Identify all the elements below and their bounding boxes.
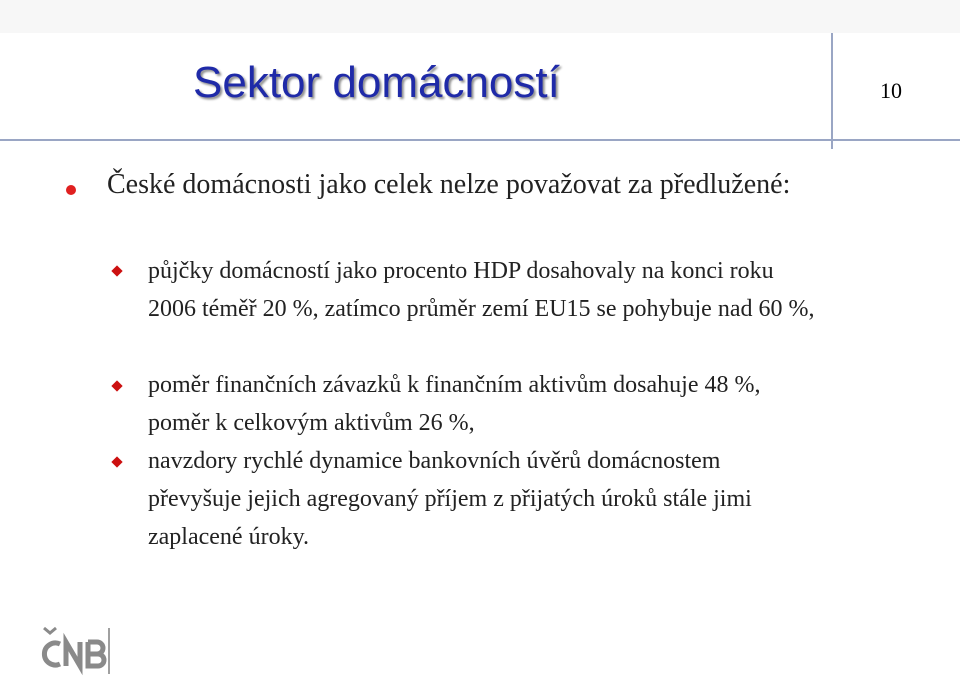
- title-divider-horizontal: [0, 139, 960, 141]
- main-point: České domácnosti jako celek nelze považovat za předlužené:: [107, 169, 791, 200]
- top-band: [0, 0, 960, 33]
- title-divider-vertical: [831, 33, 833, 149]
- sub-point: navzdory rychlé dynamice bankovních úvěrů domácnostem převyšuje jejich agregovaný příjem z přijatých úroků stále jimi zaplacené úroky.: [148, 448, 752, 550]
- cnb-logo-icon: [36, 622, 118, 678]
- main-bullet-icon: [66, 185, 76, 195]
- sub-point: poměr finančních závazků k finančním aktivům dosahuje 48 %, poměr k celkovým aktivům 26 %,: [148, 372, 761, 436]
- slide-title: Sektor domácností: [193, 58, 560, 107]
- diamond-bullet-icon: [111, 265, 122, 276]
- diamond-bullet-icon: [111, 456, 122, 467]
- page-number: 10: [880, 78, 902, 103]
- sub-point: půjčky domácností jako procento HDP dosahovaly na konci roku 2006 téměř 20 %, zatímco průměr zemí EU15 se pohybuje nad 60 %,: [148, 258, 815, 322]
- diamond-bullet-icon: [111, 380, 122, 391]
